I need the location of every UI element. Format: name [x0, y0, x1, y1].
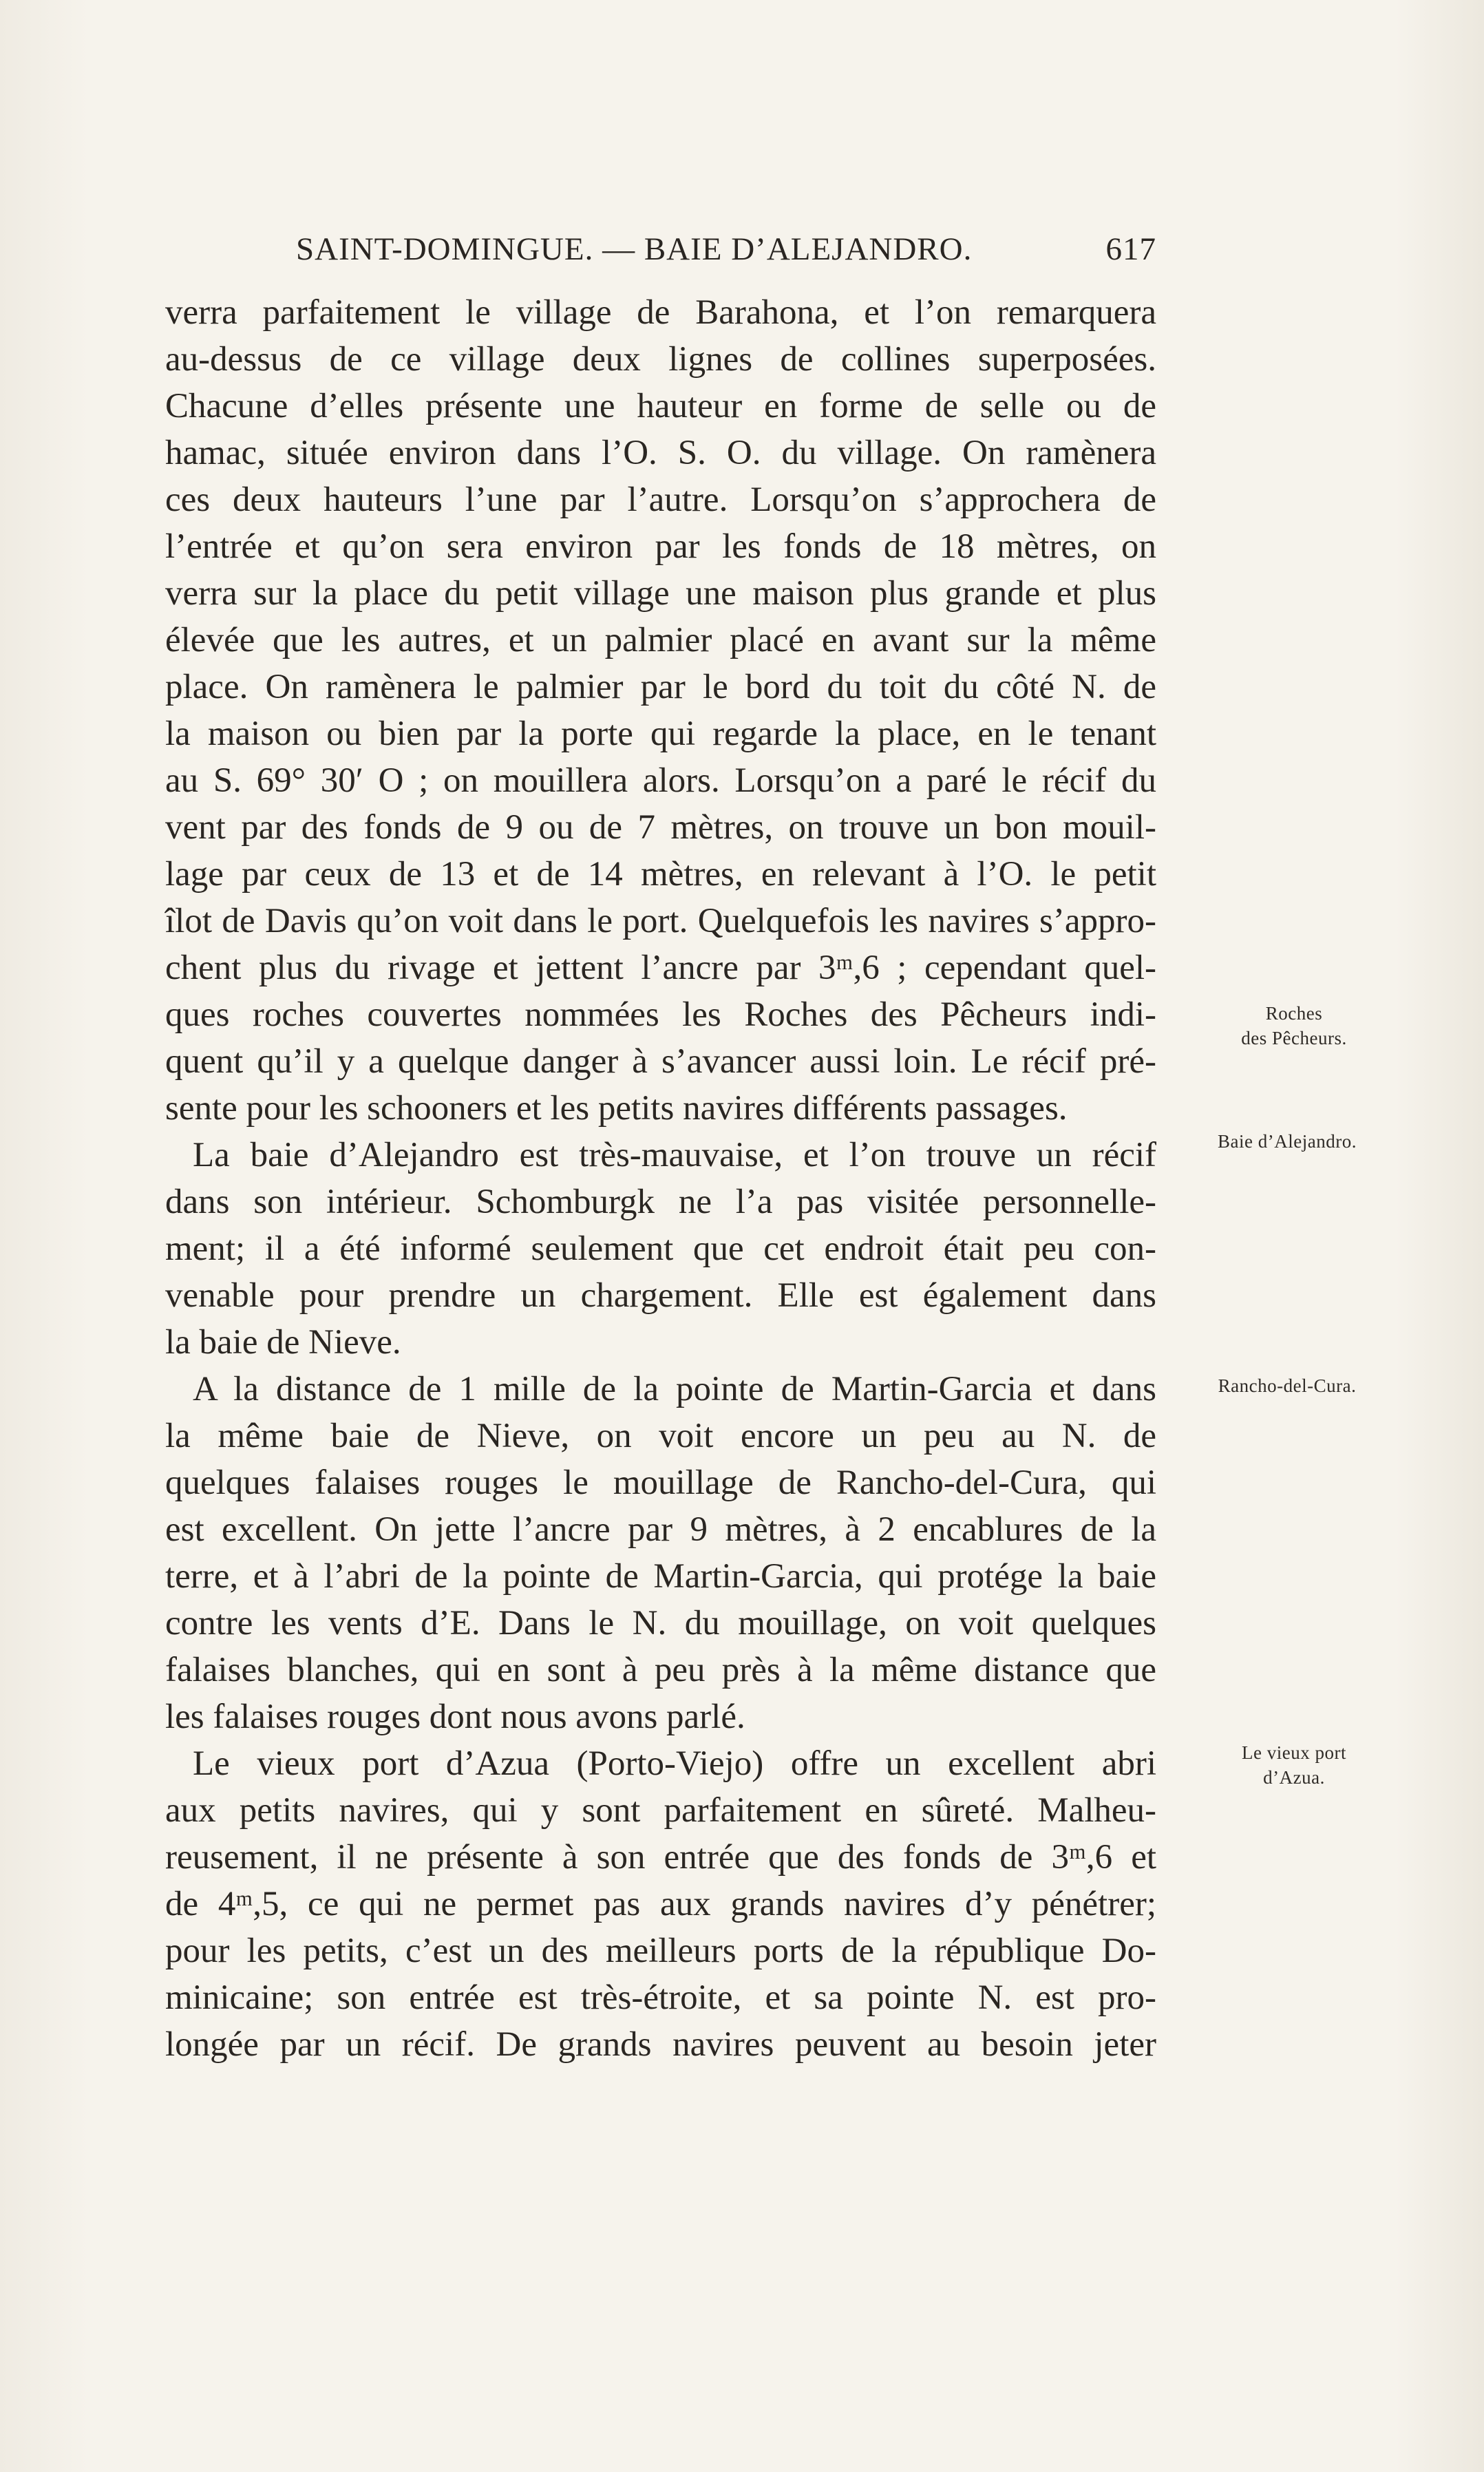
- text-line: verra sur la place du petit village une maison plus grande et plus: [165, 574, 1156, 613]
- text-line: reusement, il ne présente à son entrée que des fonds de 3ᵐ,6 et: [165, 1838, 1156, 1877]
- margin-note-vieux-port-azua: [1177, 1740, 1411, 1790]
- text-line: les falaises rouges dont nous avons parlé.: [165, 1698, 745, 1736]
- text-line: ces deux hauteurs l’une par l’autre. Lorsqu’on s’approchera de: [165, 480, 1156, 519]
- text-line: la même baie de Nieve, on voit encore un peu au N. de: [165, 1417, 1156, 1455]
- paragraph-baie-alejandro: [165, 1132, 1156, 1366]
- text-line: vent par des fonds de 9 ou de 7 mètres, on trouve un bon mouil-: [165, 808, 1156, 847]
- margin-note-line: Le vieux port: [1242, 1742, 1346, 1763]
- body-text: [165, 289, 1156, 2068]
- text-line: l’entrée et qu’on sera environ par les fonds de 18 mètres, on: [165, 527, 1156, 566]
- margin-note-line: Baie d’Alejandro.: [1218, 1131, 1357, 1152]
- text-line: élevée que les autres, et un palmier placé en avant sur la même: [165, 621, 1156, 659]
- text-line: hamac, située environ dans l’O. S. O. du village. On ramènera: [165, 434, 1156, 472]
- text-line: la baie de Nieve.: [165, 1323, 401, 1362]
- text-line: minicaine; son entrée est très-étroite, et sa pointe N. est pro-: [165, 1978, 1156, 2017]
- margin-note-line: d’Azua.: [1263, 1767, 1325, 1788]
- text-line: Chacune d’elles présente une hauteur en forme de selle ou de: [165, 387, 1156, 425]
- margin-note-roches-des-pecheurs: [1177, 1001, 1411, 1050]
- text-line: ques roches couvertes nommées les Roches des Pêcheurs indi-: [165, 995, 1156, 1034]
- text-line: verra parfaitement le village de Barahona, et l’on remarquera: [165, 293, 1156, 332]
- text-line: ment; il a été informé seulement que cet endroit était peu con-: [165, 1229, 1156, 1268]
- text-line: pour les petits, c’est un des meilleurs ports de la république Do-: [165, 1932, 1156, 1970]
- text-line: chent plus du rivage et jettent l’ancre par 3ᵐ,6 ; cependant quel-: [165, 949, 1156, 987]
- text-line: terre, et à l’abri de la pointe de Martin-Garcia, qui protége la baie: [165, 1557, 1156, 1596]
- page-number: 617: [1105, 231, 1156, 267]
- text-line: sente pour les schooners et les petits navires différents passages.: [165, 1089, 1068, 1128]
- text-line: falaises blanches, qui en sont à peu près à la même distance que: [165, 1651, 1156, 1689]
- margin-note-line: Roches: [1265, 1003, 1323, 1024]
- text-line: venable pour prendre un chargement. Elle est également dans: [165, 1276, 1156, 1315]
- text-line: quent qu’il y a quelque danger à s’avancer aussi loin. Le récif pré-: [165, 1042, 1156, 1081]
- text-line: dans son intérieur. Schomburgk ne l’a pas visitée personnelle-: [165, 1183, 1156, 1221]
- text-line: la maison ou bien par la porte qui regarde la place, en le tenant: [165, 715, 1156, 753]
- paragraph-vieux-port-azua: [165, 1740, 1156, 2068]
- margin-note-baie-alejandro: [1170, 1129, 1404, 1154]
- text-line: La baie d’Alejandro est très-mauvaise, et l’on trouve un récif: [193, 1136, 1156, 1174]
- text-line: est excellent. On jette l’ancre par 9 mètres, à 2 encablures de la: [165, 1510, 1156, 1549]
- text-line: de 4ᵐ,5, ce qui ne permet pas aux grands navires d’y pénétrer;: [165, 1885, 1156, 1923]
- margin-note-line: Rancho-del-Cura.: [1218, 1375, 1357, 1396]
- text-line: au-dessus de ce village deux lignes de collines superposées.: [165, 340, 1156, 379]
- running-header: [165, 224, 1156, 279]
- margin-note-rancho-del-cura: [1170, 1373, 1404, 1398]
- text-line: quelques falaises rouges le mouillage de Rancho-del-Cura, qui: [165, 1464, 1156, 1502]
- running-title: SAINT-DOMINGUE. — BAIE D’ALEJANDRO.: [296, 231, 973, 267]
- text-line: longée par un récif. De grands navires peuvent au besoin jeter: [165, 2025, 1156, 2064]
- margin-note-line: des Pêcheurs.: [1241, 1028, 1347, 1048]
- text-line: Le vieux port d’Azua (Porto-Viejo) offre un excellent abri: [193, 1744, 1156, 1783]
- paragraph-rancho-del-cura: [165, 1366, 1156, 1740]
- paragraph-barahona: [165, 289, 1156, 1132]
- text-line: îlot de Davis qu’on voit dans le port. Quelquefois les navires s’appro-: [165, 902, 1156, 940]
- text-line: aux petits navires, qui y sont parfaitement en sûreté. Malheu-: [165, 1791, 1156, 1830]
- text-line: au S. 69° 30′ O ; on mouillera alors. Lorsqu’on a paré le récif du: [165, 761, 1156, 800]
- text-line: contre les vents d’E. Dans le N. du mouillage, on voit quelques: [165, 1604, 1156, 1642]
- text-line: A la distance de 1 mille de la pointe de Martin-Garcia et dans: [193, 1370, 1156, 1408]
- text-line: lage par ceux de 13 et de 14 mètres, en relevant à l’O. le petit: [165, 855, 1156, 894]
- text-line: place. On ramènera le palmier par le bord du toit du côté N. de: [165, 668, 1156, 706]
